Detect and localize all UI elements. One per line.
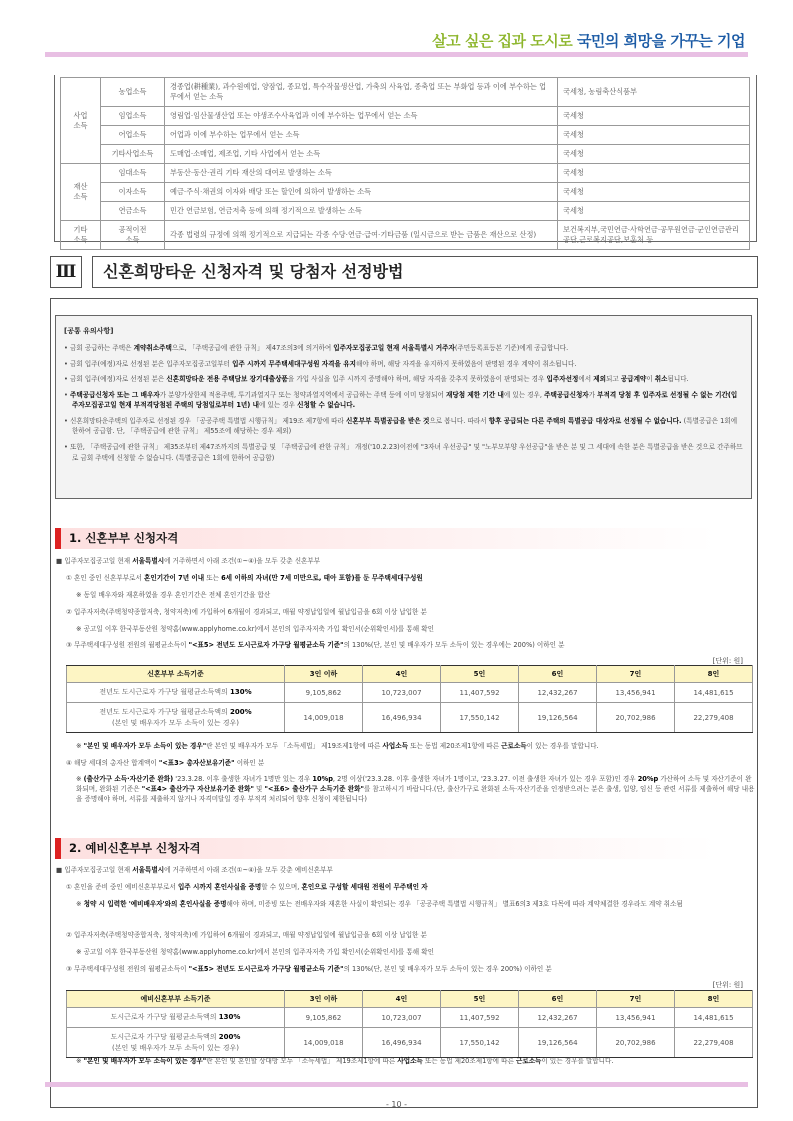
sub1-unit-label: [단위: 원] [712, 657, 743, 665]
header-slogan [432, 30, 745, 51]
income-row: 기타 소득 공적이전 소득 각종 법령의 규정에 의해 정기적으로 지급되는 각종 수당·연금·급여·기타금품 (일시금으로 받는 금품은 재산으로 산정) 보건복지부,국민연금·사학연금·공무원연금·군인연금관리공단,근로복지공단,보훈처 등 [61, 221, 750, 250]
notice-item: • 금회 입주(예정)자로 선정된 분은 입주자모집공고일부터 입주 시까지 무주택세대구성원 자격을 유지해야 하며, 해당 자격을 유지하지 못하였음이 판명된 경우 계약이 취소됩니다. [64, 359, 577, 368]
income-row: 이자소득 예금·주식·채권의 이자와 배당 또는 할인에 의하여 발생하는 소득 국세청 [61, 183, 750, 202]
sub2-unit-label: [단위: 원] [712, 981, 743, 989]
sub1-condition-4: ④ 해당 세대의 총자산 합계액이 "<표3> 총자산보유기준" 이하인 분 [66, 759, 265, 767]
income-row: 임업소득 영림업·임산물생산업 또는 야생조수사육업과 이에 부수하는 업무에서 얻는 소득 국세청 [61, 107, 750, 126]
notice-item: • 금회 공급하는 주택은 계약취소주택으로, 「주택공급에 관한 규칙」 제47조의3에 의거하여 입주자모집공고일 현재 서울특별시 거주자(주민등록표등본 기준)에게 공급합니다. [64, 344, 569, 353]
section-title: 신혼희망타운 신청자격 및 당첨자 선정방법 [92, 256, 758, 288]
notice-item: • 주택공급신청자 또는 그 배우자가 분양가상한제 적용주택, 투기과열지구 또는 청약과열지역에서 공급하는 주택 등에 이미 당첨되어 재당첨 제한 기간 내에 있는 경우, 주택공급신청자가 부적격 당첨 후 입주자로 선정될 수 없는 기간(입주자모집공고일 현재 부적격당첨된 주택의 당첨일로부터 1년) 내에 있는 경우 신청할 수 없습니다. [64, 390, 738, 410]
income-row: 사업 소득 농업소득 경종업(耕種業), 과수원예업, 양잠업, 종묘업, 특수작물생산업, 가축의 사육업, 종축업 또는 부화업 등과 이에 부수하는 업무에서 얻는 소득 국세청, 농림축산식품부 [61, 78, 750, 107]
notice-item: • 또한, 「주택공급에 관한 규칙」 제35조부터 제47조까지의 특별공급 및 「주택공급에 관한 규칙」 개정('10.2.23)이전에 "3자녀 우선공급" 및 "노부모부양 우선공급"을 받은 분 및 그 세대에 속한 분은 특별공급을 받은 것으로 간주하므로 금회 주택에 신청할 수 없습니다. (특별공급은 1회에 한하여 공급함) [64, 443, 743, 462]
section-number: Ⅲ [50, 256, 82, 288]
common-notice-box [55, 315, 752, 499]
sub2-intro: ■ 입주자모집공고일 현재 서울특별시에 거주하면서 아래 조건(①~④)을 모두 갖춘 예비신혼부부 [56, 866, 333, 874]
income-row: 기타사업소득 도매업·소매업, 제조업, 기타 사업에서 얻는 소득 국세청 [61, 145, 750, 164]
income-type-table [60, 77, 750, 250]
sub1-intro: ■ 입주자모집공고일 현재 서울특별시에 거주하면서 아래 조건(①~④)을 모두 갖춘 신혼부부 [56, 557, 321, 565]
sub2-income-table: 예비신혼부부 소득기준 3인 이하 4인 5인 6인 7인 8인 도시근로자 가구당 월평균소득액의 130% 9,105,862 10,723,007 11,407,592 12,432,267 13,456,941 14,481,615 도시근로자 가구당 월평균소득액의 200% (본인 및 배우자가 모두 소득이 있는 경우) 14,009,018 16,496,934 17,550,142 19,126,564 20,702,986 22,279,408 [66, 990, 753, 1058]
sub2-condition-2-note: ※ 공고일 이후 한국부동산원 청약홈(www.applyhome.co.kr)에서 본인의 입주자저축 가입 확인서(순위확인서)를 통해 확인 [76, 948, 434, 956]
subsection-2-title: 2. 예비신혼부부 신청자격 [55, 838, 750, 859]
slogan-part2: 국민의 희망을 가꾸는 기업 [576, 32, 745, 50]
sub1-condition-4-note: ※ (출산가구 소득·자산기준 완화) '23.3.28. 이후 출생한 자녀가 1명만 있는 경우 10%p, 2명 이상('23.3.28. 이후 출생한 자녀가 1명이고, '23.3.27. 이전 출생한 자녀가 있는 경우 포함)인 경우 20%p 가산하여 소득 및 자산기준이 완화되며, 완화된 기준은 "<표4> 출산가구 자산보유기준 완화" 및 "<표6> 출산가구 소득기준 완화"를 참고하시기 바랍니다.(단, 출산가구로 완화된 소득·자산기준을 인정받으려는 분은 출생, 입양, 임신 등 관련 서류를 제출하여 해당 내용을 증명해야 하며, 서류를 제출하지 않거나 자격미달일 경우 부적격 처리되어 향후 신청이 제한됩니다) [76, 775, 755, 804]
sub2-table-note: ※ "본인 및 배우자가 모두 소득이 있는 경우"란 본인 및 혼인할 상대방 모두 「소득세법」 제19조제1항에 따른 사업소득 또는 동법 제20조제1항에 따른 근로소득이 있는 경우를 말합니다. [76, 1057, 614, 1065]
income-row: 어업소득 어업과 이에 부수하는 업무에서 얻는 소득 국세청 [61, 126, 750, 145]
section-3-header [50, 256, 758, 290]
sub2-condition-2: ② 입주자저축(주택청약종합저축, 청약저축)에 가입하여 6개월이 경과되고, 매월 약정납입일에 월납입금을 6회 이상 납입한 분 [66, 931, 427, 939]
notice-item: • 금회 입주(예정)자로 선정된 분은 신혼희망타운 전용 주택담보 장기대출상품을 가입 사실을 입주 시까지 증명해야 하며, 해당 자격을 갖추지 못하였음이 판명되는 경우 입주자선정에서 제외되고 공급계약이 취소됩니다. [64, 375, 689, 384]
sub1-condition-2: ② 입주자저축(주택청약종합저축, 청약저축)에 가입하여 6개월이 경과되고, 매월 약정납입일에 월납입금을 6회 이상 납입한 분 [66, 608, 427, 616]
sub1-condition-1: ① 혼인 중인 신혼부부로서 혼인기간이 7년 이내 또는 6세 이하의 자녀(만 7세 미만으로, 태아 포함)를 둔 무주택세대구성원 [66, 574, 423, 582]
income-row: 재산 소득 임대소득 부동산·동산·권리 기타 재산의 대여로 발생하는 소득 국세청 [61, 164, 750, 183]
subsection-1-title: 1. 신혼부부 신청자격 [55, 528, 750, 549]
sub1-condition-3: ③ 무주택세대구성원 전원의 월평균소득이 "<표5> 전년도 도시근로자 가구당 월평균소득 기준"의 130%(단, 본인 및 배우자가 모두 소득이 있는 경우에는 200%) 이하인 분 [66, 641, 565, 649]
sub1-condition-1-note: ※ 동일 배우자와 재혼하였을 경우 혼인기간은 전체 혼인기간을 합산 [76, 591, 271, 599]
sub1-condition-2-note: ※ 공고일 이후 한국부동산원 청약홈(www.applyhome.co.kr)에서 본인의 입주자저축 가입 확인서(순위확인서)를 통해 확인 [76, 625, 434, 633]
notice-item: • 신혼희망타운주택의 입주자로 선정된 경우 「공공주택 특별법 시행규칙」 제19조 제7항에 따라 신혼부부 특별공급을 받은 것으로 봅니다. 따라서 향후 공급되는 다른 주택의 특별공급 대상자로 선정될 수 없습니다. (특별공급은 1회에 한하여 공급함. 단, 「주택공급에 관한 규칙」 제55조에 해당하는 경우 제외) [64, 416, 738, 436]
footer-bar [45, 1082, 748, 1087]
income-row: 연금소득 민간 연금보험, 연금저축 등에 의해 정기적으로 발생하는 소득 국세청 [61, 202, 750, 221]
notice-heading: [공통 유의사항] [64, 327, 114, 335]
header-bar [45, 52, 748, 57]
page-number: - 10 - [385, 1100, 408, 1109]
sub2-condition-1: ① 혼인을 준비 중인 예비신혼부부로서 입주 시까지 혼인사실을 증명할 수 있으며, 혼인으로 구성할 세대원 전원이 무주택인 자 [66, 883, 428, 891]
sub2-condition-1-note: ※ 청약 시 입력한 '예비배우자'와의 혼인사실을 증명해야 하며, 미증빙 또는 전배우자와 재혼한 사실이 확인되는 경우 「공공주택 특별법 시행규칙」 별표6의3 제3호 다목에 따라 계약체결한 경우라도 계약 취소됨 [76, 900, 683, 908]
sub2-condition-3: ③ 무주택세대구성원 전원의 월평균소득이 "<표5> 전년도 도시근로자 가구당 월평균소득 기준"의 130%(단, 본인 및 배우자가 모두 소득이 있는 경우 200%) 이하인 분 [66, 965, 552, 973]
slogan-part1: 살고 싶은 집과 도시로 [432, 32, 573, 50]
sub1-table-note: ※ "본인 및 배우자가 모두 소득이 있는 경우"란 본인 및 배우자가 모두 「소득세법」 제19조제1항에 따른 사업소득 또는 동법 제20조제1항에 따른 근로소득이 있는 경우를 말합니다. [76, 742, 599, 750]
sub1-income-table: 신혼부부 소득기준 3인 이하 4인 5인 6인 7인 8인 전년도 도시근로자 가구당 월평균소득액의 130% 9,105,862 10,723,007 11,407,592 12,432,267 13,456,941 14,481,615 전년도 도시근로자 가구당 월평균소득액의 200% (본인 및 배우자가 모두 소득이 있는 경우) 14,009,018 16,496,934 17,550,142 19,126,564 20,702,986 22,279,408 [66, 665, 753, 733]
